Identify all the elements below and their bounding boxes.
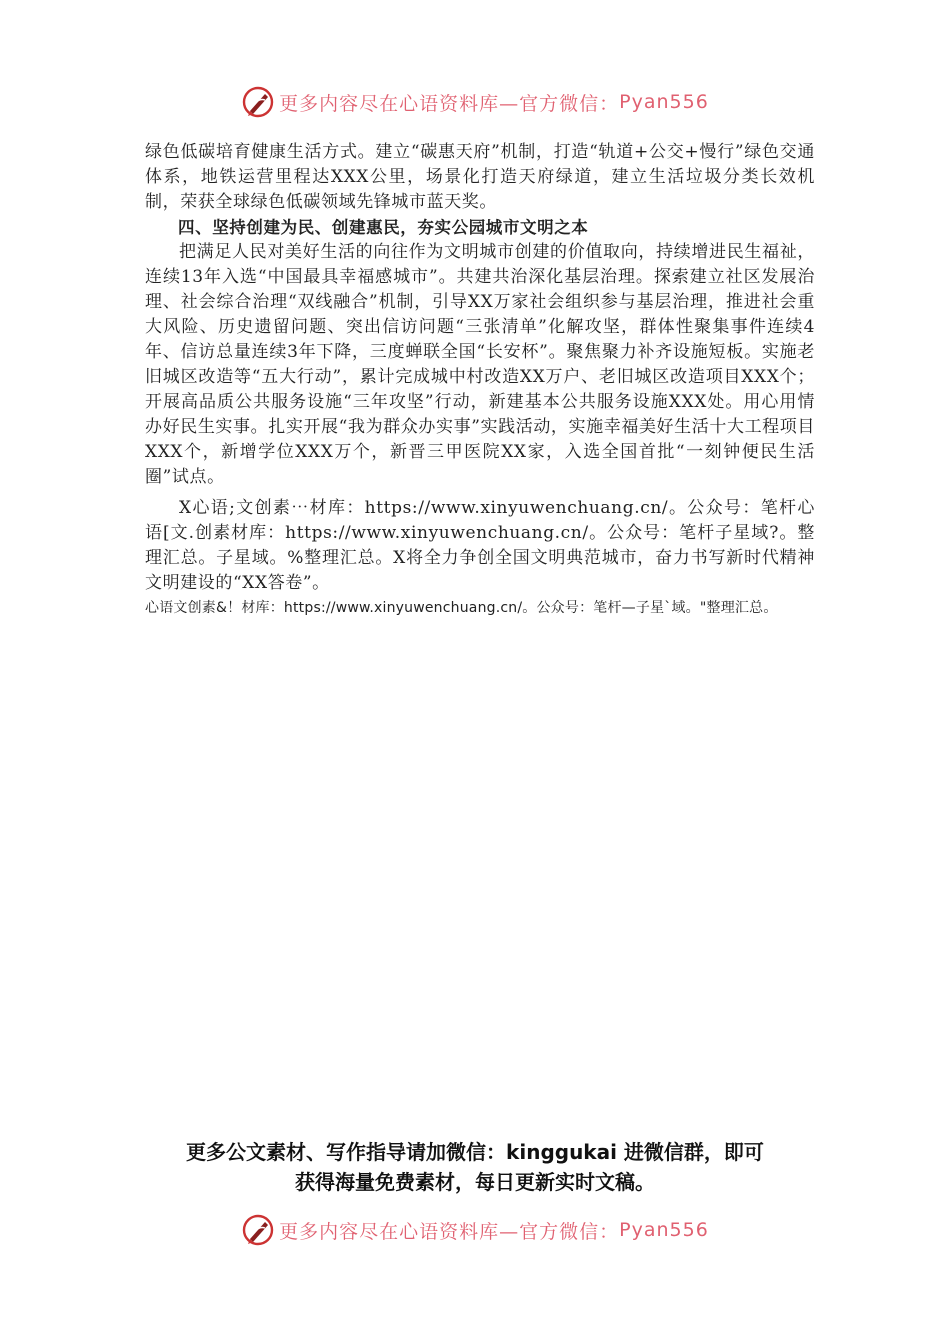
pen-logo-icon <box>241 1213 275 1247</box>
promo-footer <box>100 1137 850 1197</box>
section-heading: 四、坚持创建为民、创建惠民，夯实公园城市文明之本 <box>178 218 589 237</box>
promo-line-2: 获得海量免费素材，每日更新实时文稿。 <box>295 1170 655 1194</box>
document-body <box>145 140 815 620</box>
banner-wechat-id: Pyan556 <box>619 1219 709 1241</box>
paragraph-conclusion: X心语;文创素⋯材库：https://www.xinyuwenchuang.cn/。公众号：笔杆心语[文.创素材库：https://www.xinyuwenchuang.cn/。公众号：笔杆子星域?。整理汇总。子星域。%整理汇总。X将全力争创全国文明典范城市，奋力书写新时代精神文明建设的“XX答卷”。 <box>145 498 815 593</box>
footer-watermark-banner <box>0 1210 950 1250</box>
watermark-note: 心语文创素&！材库：https://www.xinyuwenchuang.cn/。公众号：笔杆—子星`域。"整理汇总。 <box>145 600 778 616</box>
header-watermark-banner <box>0 82 950 122</box>
banner-text: 更多内容尽在心语资料库—官方微信： <box>279 1220 620 1243</box>
banner-text: 更多内容尽在心语资料库—官方微信： <box>279 92 620 115</box>
banner-wechat-id: Pyan556 <box>619 91 709 113</box>
pen-logo-icon <box>241 85 275 119</box>
paragraph-green-lowcarbon: 绿色低碳培育健康生活方式。建立“碳惠天府”机制，打造“轨道+公交+慢行”绿色交通体系，地铁运营里程达XXX公里，场景化打造天府绿道，建立生活垃圾分类长效机制，荣获全球绿色低碳领域先锋城市蓝天奖。 <box>145 142 815 212</box>
promo-line-1: 更多公文素材、写作指导请加微信：kinggukai 进微信群，即可 <box>186 1140 764 1164</box>
paragraph-people-wellbeing: 把满足人民对美好生活的向往作为文明城市创建的价值取向，持续增进民生福祉，连续13年入选“中国最具幸福感城市”。共建共治深化基层治理。探索建立社区发展治理、社会综合治理“双线融合”机制，引导XX万家社会组织参与基层治理，推进社会重大风险、历史遗留问题、突出信访问题“三张清单”化解攻坚，群体性聚集事件连续4年、信访总量连续3年下降，三度蝉联全国“长安杯”。聚焦聚力补齐设施短板。实施老旧城区改造等“五大行动”，累计完成城中村改造XX万户、老旧城区改造项目XXX个；开展高品质公共服务设施“三年攻坚”行动，新建基本公共服务设施XXX处。用心用情办好民生实事。扎实开展“我为群众办实事”实践活动，实施幸福美好生活十大工程项目XXX个，新增学位XXX万个，新晋三甲医院XX家，入选全国首批“一刻钟便民生活圈”试点。 <box>145 242 815 487</box>
